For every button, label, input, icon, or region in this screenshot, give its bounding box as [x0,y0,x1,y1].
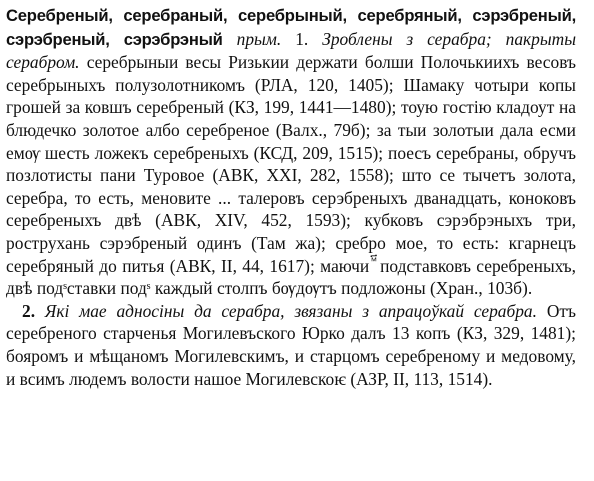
sense-2-number: 2. [22,300,36,321]
sense-1-definition: Зроблены з серабра; пакрыты серабром. [6,28,576,73]
sense-2-definition: Які мае адносіны да серабра, звязаны з апрацоўкай серабра. [44,300,537,321]
sense-1-number: 1. [295,28,309,49]
part-of-speech: прым. [236,28,282,49]
entry-headwords: Серебреный, серебраный, серебрыный, серебряный, сэрэбреный, сэрэбреный, сэрэбрэный [6,6,576,49]
sense-2-citations: Отъ серебреного старченья Могилевъского Юрко далъ 13 копъ (КЗ, 329, 1481); бояромъ и мѣщаномъ Могилевскимъ, и старцомъ серебреному и медовому, и всимъ людемъ волости нашое Могилевскоѥ (АЗР, II, 113, 1514). [6,300,576,389]
sense-1-citations: серебрыныи весы Ризькии держати болши Полочькиихъ весовъ серебрыныхъ полузолотникомъ (РЛА, 120, 1405); Шамаку чотыри копы грошей за ковшъ серебреный (КЗ, 199, 1441—1480); тоую гостію кладоут на блюдечко золотое албо серебреное (Валх., 79б); за тыи золотыи дала есми емѹ шесть ложекъ серебреныхъ (КСД, 209, 1515); поесъ серебраны, обручъ позлотисты пани Туровое (АВК, XXI, 282, 1558); што се тычетъ золота, серебра, то есть, меновите ... талеровъ серэбреныхъ дванадцать, коноковъ серебреныхъ двѣ (АВК, XIV, 452, 1593); кубковъ сэрэбрэныхъ три, рострухань сэрэбреный одинъ (Там жа); сребро мое, то есть: кгарнецъ серебряный до питья (АВК, II, 44, 1617); маючи ⷨ҃ подставковъ серебреныхъ, двѣ подˢставки подˢ каждый столпъ бѹдѹтъ подложоны (Хран., 103б). [6,52,576,299]
entry-sense-2 [6,300,576,390]
entry-sense-1 [6,4,576,300]
